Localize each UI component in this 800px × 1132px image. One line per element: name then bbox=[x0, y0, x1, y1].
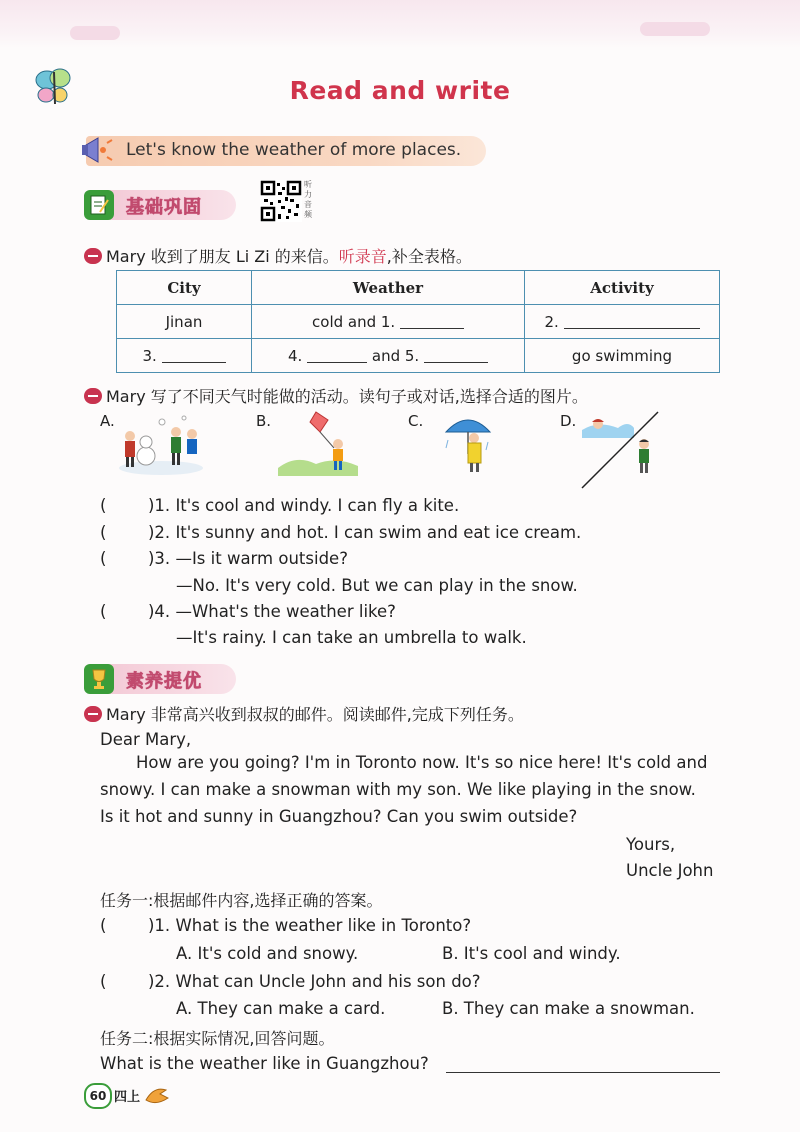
letter-signature: Uncle John bbox=[626, 861, 714, 880]
question-2-item: ( )2. It's sunny and hot. I can swim and eat ice cream. bbox=[100, 523, 582, 542]
answer-bracket[interactable]: ( bbox=[100, 549, 107, 568]
qr-side-text: 听力音频 bbox=[304, 180, 312, 219]
letter-body-line: Is it hot and sunny in Guangzhou? Can you swim outside? bbox=[100, 807, 578, 826]
picture-label-b: B. bbox=[256, 412, 272, 430]
question-marker-icon bbox=[84, 706, 102, 722]
swimming-picture[interactable] bbox=[578, 410, 662, 490]
answer-blank[interactable] bbox=[307, 348, 367, 363]
option-b[interactable]: B. They can make a snowman. bbox=[442, 999, 695, 1018]
answer-blank[interactable] bbox=[162, 348, 226, 363]
answer-bracket[interactable]: ( bbox=[100, 916, 107, 935]
task-1-item: ( )2. What can Uncle John and his son do? bbox=[100, 972, 481, 991]
answer-bracket[interactable]: ( bbox=[100, 523, 107, 542]
task-1-label: 任务一:根据邮件内容,选择正确的答案。 bbox=[100, 891, 383, 910]
option-a[interactable]: A. It's cold and snowy. bbox=[176, 944, 359, 963]
dialogue-reply: —No. It's very cold. But we can play in the snow. bbox=[176, 576, 578, 595]
question-marker-icon bbox=[84, 388, 102, 404]
picture-label-c: C. bbox=[408, 412, 424, 430]
task-2-answer-line[interactable] bbox=[446, 1058, 720, 1073]
question-marker-icon bbox=[84, 248, 102, 264]
cell-activity: 2. bbox=[525, 305, 720, 339]
weather-table bbox=[116, 270, 720, 373]
answer-blank[interactable] bbox=[564, 314, 700, 329]
letter-body-line: snowy. I can make a snowman with my son. We like playing in the snow. bbox=[100, 780, 696, 799]
answer-blank[interactable] bbox=[400, 314, 464, 329]
cell-city: 3. bbox=[117, 339, 252, 373]
option-b[interactable]: B. It's cool and windy. bbox=[442, 944, 621, 963]
answer-bracket[interactable]: ( bbox=[100, 972, 107, 991]
page-number: 60 bbox=[84, 1083, 112, 1109]
question-3-instruction: Mary 非常高兴收到叔叔的邮件。阅读邮件,完成下列任务。 bbox=[84, 702, 524, 725]
question-2-item: ( )3. —Is it warm outside? bbox=[100, 549, 348, 568]
header-city: City bbox=[117, 271, 252, 305]
page-title: Read and write bbox=[289, 76, 511, 105]
header-activity: Activity bbox=[525, 271, 720, 305]
picture-label-d: D. bbox=[560, 412, 577, 430]
answer-blank[interactable] bbox=[424, 348, 488, 363]
table-row bbox=[117, 339, 720, 373]
cell-activity: go swimming bbox=[525, 339, 720, 373]
option-a[interactable]: A. They can make a card. bbox=[176, 999, 386, 1018]
topic-banner bbox=[86, 136, 486, 166]
question-2-item: ( )4. —What's the weather like? bbox=[100, 602, 396, 621]
cell-weather: cold and 1. bbox=[252, 305, 525, 339]
section-label: 素养提优 bbox=[126, 671, 202, 692]
cloud-decoration bbox=[70, 26, 120, 40]
letter-body-line: How are you going? I'm in Toronto now. It's so nice here! It's cold and bbox=[136, 753, 708, 772]
letter-greeting: Dear Mary, bbox=[100, 730, 192, 749]
cloud-decoration bbox=[640, 22, 710, 36]
trophy-icon bbox=[84, 664, 114, 694]
answer-bracket[interactable]: ( bbox=[100, 602, 107, 621]
letter-closing: Yours, bbox=[626, 835, 676, 854]
task-2-question: What is the weather like in Guangzhou? bbox=[100, 1054, 429, 1073]
notebook-icon bbox=[84, 190, 114, 220]
picture-label-a: A. bbox=[100, 412, 115, 430]
question-2-item: ( )1. It's cool and windy. I can fly a kite. bbox=[100, 496, 460, 515]
section-label: 基础巩固 bbox=[126, 197, 202, 218]
megaphone-icon bbox=[80, 134, 116, 166]
cell-city: Jinan bbox=[117, 305, 252, 339]
qr-code-icon[interactable] bbox=[260, 180, 302, 222]
grade-label: 四上 bbox=[114, 1090, 141, 1105]
kite-picture[interactable] bbox=[276, 410, 360, 476]
header-weather: Weather bbox=[252, 271, 525, 305]
answer-bracket[interactable]: ( bbox=[100, 496, 107, 515]
table-header-row bbox=[117, 271, 720, 305]
task-1-item: ( )1. What is the weather like in Toronto? bbox=[100, 916, 472, 935]
umbrella-picture[interactable] bbox=[440, 410, 500, 476]
table-row bbox=[117, 305, 720, 339]
banner-text: Let's know the weather of more places. bbox=[126, 140, 462, 160]
task-2-label: 任务二:根据实际情况,回答问题。 bbox=[100, 1029, 335, 1048]
dialogue-reply: —It's rainy. I can take an umbrella to walk. bbox=[176, 628, 527, 647]
question-1-instruction: Mary 收到了朋友 Li Zi 的来信。听录音,补全表格。 bbox=[84, 244, 472, 267]
bird-icon bbox=[144, 1084, 170, 1106]
snow-play-picture[interactable] bbox=[118, 410, 204, 476]
question-2-instruction: Mary 写了不同天气时能做的活动。读句子或对话,选择合适的图片。 bbox=[84, 384, 588, 407]
cell-weather: 4. and 5. bbox=[252, 339, 525, 373]
